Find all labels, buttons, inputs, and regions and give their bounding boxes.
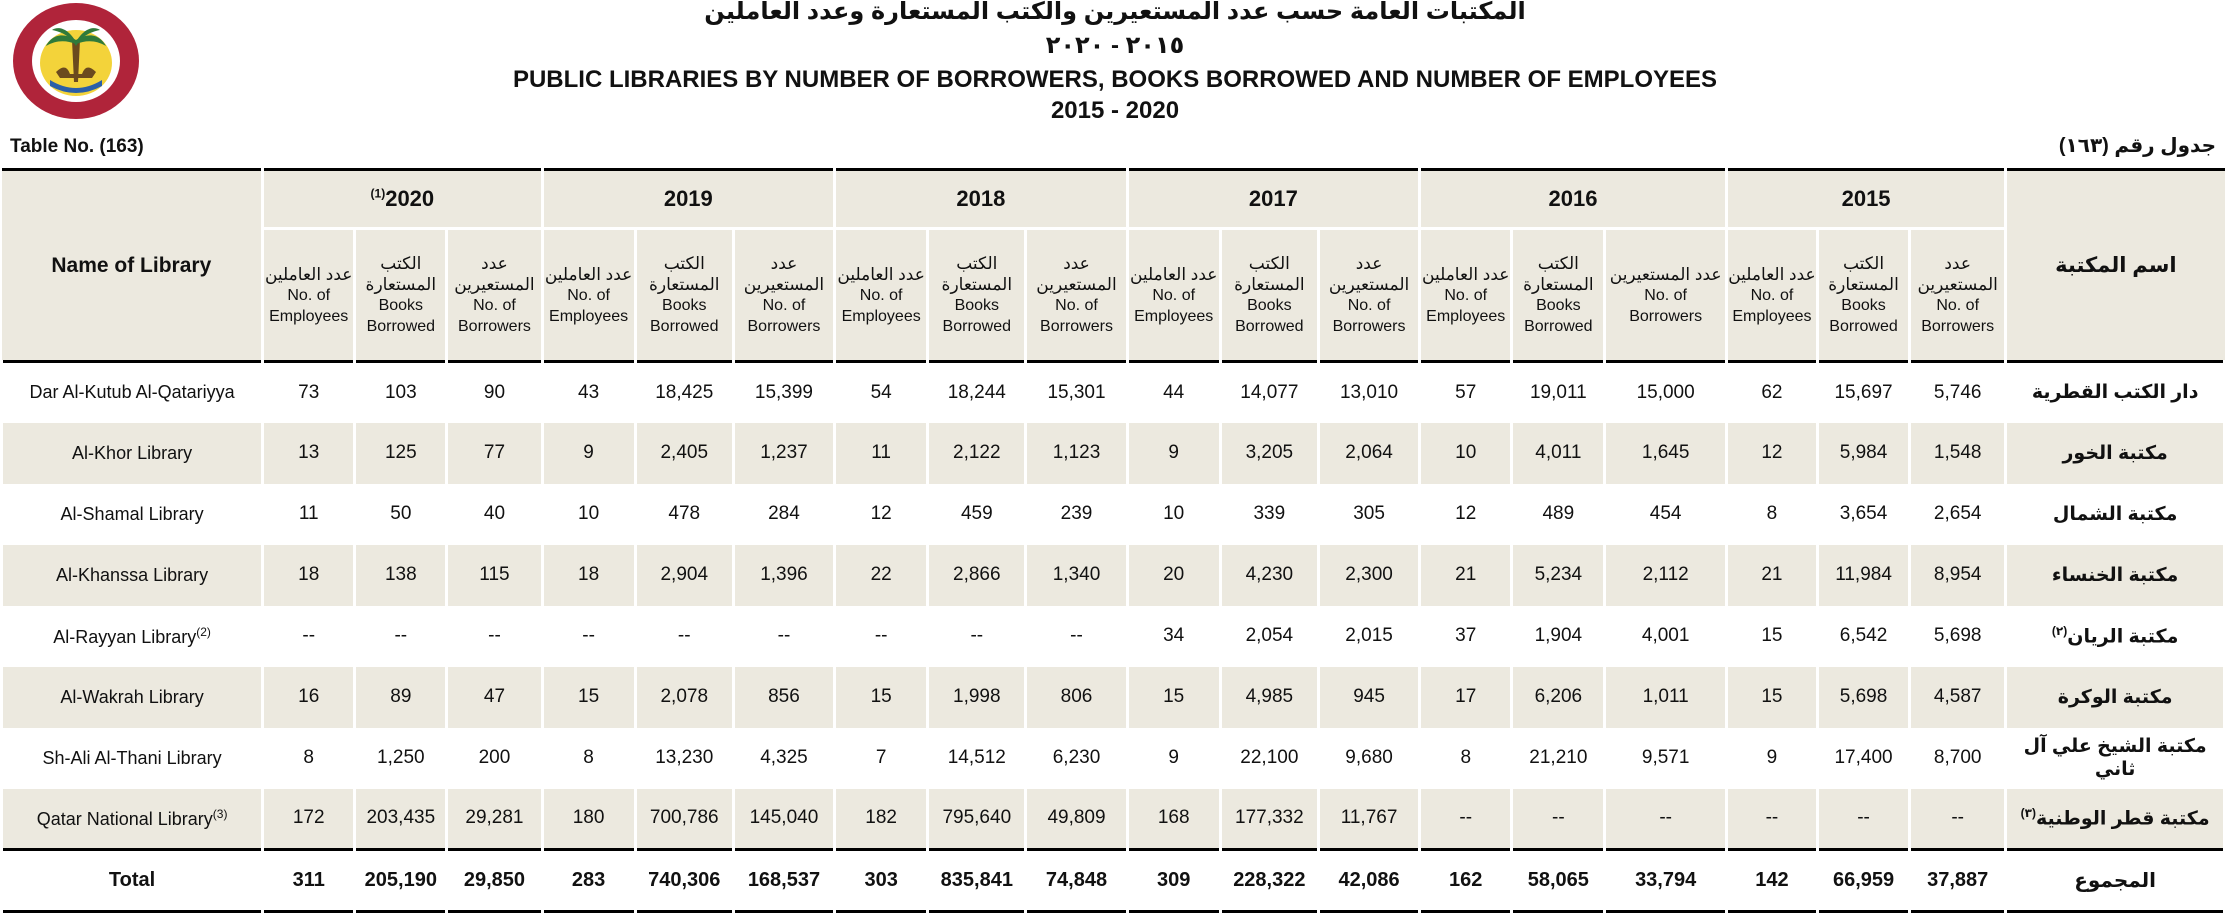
value-cell: 15,000 <box>1605 362 1726 423</box>
value-cell: 172 <box>263 789 355 850</box>
value-cell: 1,548 <box>1910 423 2006 484</box>
value-cell: -- <box>263 606 355 667</box>
value-cell: 43 <box>542 362 635 423</box>
value-cell: 2,300 <box>1318 545 1419 606</box>
value-cell: 14,512 <box>928 728 1026 789</box>
value-cell: 1,237 <box>733 423 834 484</box>
value-cell: 945 <box>1318 667 1419 728</box>
value-cell: 16 <box>263 667 355 728</box>
value-cell: 180 <box>542 789 635 850</box>
value-cell: 454 <box>1605 484 1726 545</box>
subcol-header: عدد العاملين No. of Employees <box>1127 229 1220 362</box>
value-cell: 1,396 <box>733 545 834 606</box>
value-cell: 6,542 <box>1817 606 1909 667</box>
library-name-english: Al-Shamal Library <box>2 484 263 545</box>
value-cell: 700,786 <box>635 789 733 850</box>
value-cell: 168 <box>1127 789 1220 850</box>
table-row <box>2 667 2225 728</box>
value-cell: 58,065 <box>1512 850 1605 912</box>
value-cell: 21,210 <box>1512 728 1605 789</box>
subcol-header: عدد المستعيرين No. of Borrowers <box>1605 229 1726 362</box>
value-cell: 15,399 <box>733 362 834 423</box>
value-cell: 1,340 <box>1026 545 1127 606</box>
value-cell: 283 <box>542 850 635 912</box>
value-cell: 66,959 <box>1817 850 1909 912</box>
value-cell: 2,122 <box>928 423 1026 484</box>
subcol-header: عدد المستعيرين No. of Borrowers <box>1318 229 1419 362</box>
value-cell: 77 <box>447 423 542 484</box>
value-cell: -- <box>1512 789 1605 850</box>
value-cell: 6,230 <box>1026 728 1127 789</box>
library-name-arabic: مكتبة الشيخ علي آل ثاني <box>2006 728 2225 789</box>
value-cell: 21 <box>1420 545 1512 606</box>
value-cell: -- <box>1026 606 1127 667</box>
value-cell: 9 <box>1127 728 1220 789</box>
value-cell: 22,100 <box>1220 728 1318 789</box>
subcol-header: عدد المستعيرين No. of Borrowers <box>1910 229 2006 362</box>
value-cell: 239 <box>1026 484 1127 545</box>
library-name-arabic: مكتبة الوكرة <box>2006 667 2225 728</box>
value-cell: 13,010 <box>1318 362 1419 423</box>
value-cell: 4,985 <box>1220 667 1318 728</box>
value-cell: 2,904 <box>635 545 733 606</box>
value-cell: 54 <box>835 362 928 423</box>
value-cell: -- <box>1726 789 1817 850</box>
value-cell: 49,809 <box>1026 789 1127 850</box>
library-name-arabic: مكتبة الخور <box>2006 423 2225 484</box>
value-cell: 162 <box>1420 850 1512 912</box>
value-cell: 15 <box>1726 667 1817 728</box>
library-name-english: Al-Wakrah Library <box>2 667 263 728</box>
library-name-arabic: مكتبة الشمال <box>2006 484 2225 545</box>
value-cell: 73 <box>263 362 355 423</box>
value-cell: 856 <box>733 667 834 728</box>
value-cell: 10 <box>1420 423 1512 484</box>
value-cell: 8 <box>1726 484 1817 545</box>
value-cell: 303 <box>835 850 928 912</box>
value-cell: 311 <box>263 850 355 912</box>
value-cell: 1,123 <box>1026 423 1127 484</box>
value-cell: 18,425 <box>635 362 733 423</box>
value-cell: 20 <box>1127 545 1220 606</box>
table-row <box>2 423 2225 484</box>
value-cell: 2,015 <box>1318 606 1419 667</box>
year-header-2016: 2016 <box>1420 170 1727 229</box>
name-header-arabic: اسم المكتبة <box>2006 170 2225 362</box>
library-name-arabic: مكتبة الريان$^{(٢)}$ <box>2006 606 2225 667</box>
value-cell: 9,680 <box>1318 728 1419 789</box>
value-cell: 10 <box>1127 484 1220 545</box>
year-header-2018: 2018 <box>835 170 1128 229</box>
value-cell: 3,205 <box>1220 423 1318 484</box>
value-cell: 21 <box>1726 545 1817 606</box>
value-cell: 15 <box>835 667 928 728</box>
value-cell: 8,700 <box>1910 728 2006 789</box>
value-cell: 2,064 <box>1318 423 1419 484</box>
value-cell: 15,697 <box>1817 362 1909 423</box>
year-header-2015: 2015 <box>1726 170 2005 229</box>
value-cell: 1,645 <box>1605 423 1726 484</box>
value-cell: 168,537 <box>733 850 834 912</box>
value-cell: 9 <box>542 423 635 484</box>
total-row <box>2 850 2225 912</box>
value-cell: 7 <box>835 728 928 789</box>
value-cell: 19,011 <box>1512 362 1605 423</box>
value-cell: 103 <box>355 362 447 423</box>
value-cell: 125 <box>355 423 447 484</box>
table-number-english: Table No. (163) <box>10 136 144 157</box>
value-cell: 835,841 <box>928 850 1026 912</box>
value-cell: 138 <box>355 545 447 606</box>
value-cell: 29,850 <box>447 850 542 912</box>
subcol-header: الكتب المستعارة Books Borrowed <box>635 229 733 362</box>
value-cell: 34 <box>1127 606 1220 667</box>
library-name-arabic: المجموع <box>2006 850 2225 912</box>
value-cell: 57 <box>1420 362 1512 423</box>
title-english: PUBLIC LIBRARIES BY NUMBER OF BORROWERS, BOOKS BORROWED AND NUMBER OF EMPLOYEES <box>512 66 1718 93</box>
value-cell: 2,866 <box>928 545 1026 606</box>
value-cell: 309 <box>1127 850 1220 912</box>
subcol-header: الكتب المستعارة Books Borrowed <box>1512 229 1605 362</box>
library-name-english: Total <box>2 850 263 912</box>
value-cell: 33,794 <box>1605 850 1726 912</box>
value-cell: 4,230 <box>1220 545 1318 606</box>
value-cell: 5,746 <box>1910 362 2006 423</box>
value-cell: 4,587 <box>1910 667 2006 728</box>
value-cell: 9,571 <box>1605 728 1726 789</box>
value-cell: 4,325 <box>733 728 834 789</box>
value-cell: 142 <box>1726 850 1817 912</box>
title-years-english: 2015 - 2020 <box>1050 97 1180 124</box>
value-cell: 18 <box>263 545 355 606</box>
value-cell: 18,244 <box>928 362 1026 423</box>
year-header-2019: 2019 <box>542 170 835 229</box>
value-cell: 228,322 <box>1220 850 1318 912</box>
value-cell: 22 <box>835 545 928 606</box>
value-cell: 29,281 <box>447 789 542 850</box>
value-cell: 1,998 <box>928 667 1026 728</box>
value-cell: 2,654 <box>1910 484 2006 545</box>
value-cell: 47 <box>447 667 542 728</box>
subcol-header: الكتب المستعارة Books Borrowed <box>1220 229 1318 362</box>
value-cell: 8,954 <box>1910 545 2006 606</box>
value-cell: 90 <box>447 362 542 423</box>
value-cell: 2,112 <box>1605 545 1726 606</box>
value-cell: 2,078 <box>635 667 733 728</box>
subcol-header: الكتب المستعارة Books Borrowed <box>355 229 447 362</box>
value-cell: 740,306 <box>635 850 733 912</box>
subcol-header: الكتب المستعارة Books Borrowed <box>928 229 1026 362</box>
value-cell: 6,206 <box>1512 667 1605 728</box>
qatar-psa-emblem-icon <box>10 0 142 122</box>
value-cell: 5,984 <box>1817 423 1909 484</box>
value-cell: -- <box>542 606 635 667</box>
library-name-arabic: مكتبة قطر الوطنية$^{(٣)}$ <box>2006 789 2225 850</box>
libraries-table <box>0 168 2226 913</box>
value-cell: 795,640 <box>928 789 1026 850</box>
value-cell: -- <box>1420 789 1512 850</box>
value-cell: -- <box>733 606 834 667</box>
value-cell: 11 <box>835 423 928 484</box>
value-cell: 44 <box>1127 362 1220 423</box>
subcol-header: عدد العاملين No. of Employees <box>1726 229 1817 362</box>
value-cell: 1,250 <box>355 728 447 789</box>
value-cell: 8 <box>1420 728 1512 789</box>
value-cell: -- <box>1605 789 1726 850</box>
value-cell: 1,904 <box>1512 606 1605 667</box>
library-name-english: Al-Rayyan Library$^{(2)}$ <box>2 606 263 667</box>
value-cell: 3,654 <box>1817 484 1909 545</box>
value-cell: 200 <box>447 728 542 789</box>
value-cell: 18 <box>542 545 635 606</box>
value-cell: 305 <box>1318 484 1419 545</box>
value-cell: -- <box>1910 789 2006 850</box>
value-cell: 11,767 <box>1318 789 1419 850</box>
value-cell: -- <box>355 606 447 667</box>
value-cell: 8 <box>542 728 635 789</box>
value-cell: 11,984 <box>1817 545 1909 606</box>
value-cell: 203,435 <box>355 789 447 850</box>
value-cell: 11 <box>263 484 355 545</box>
value-cell: 62 <box>1726 362 1817 423</box>
value-cell: -- <box>1817 789 1909 850</box>
table-number-arabic: جدول رقم (١٦٣) <box>2058 135 2216 157</box>
value-cell: 2,054 <box>1220 606 1318 667</box>
library-name-english: Al-Khor Library <box>2 423 263 484</box>
value-cell: 4,001 <box>1605 606 1726 667</box>
value-cell: 284 <box>733 484 834 545</box>
value-cell: -- <box>635 606 733 667</box>
subcol-header: عدد المستعيرين No. of Borrowers <box>733 229 834 362</box>
value-cell: 489 <box>1512 484 1605 545</box>
table-row <box>2 545 2225 606</box>
value-cell: 13,230 <box>635 728 733 789</box>
library-name-arabic: مكتبة الخنساء <box>2006 545 2225 606</box>
table-row <box>2 789 2225 850</box>
value-cell: 478 <box>635 484 733 545</box>
value-cell: 9 <box>1127 423 1220 484</box>
table-row <box>2 484 2225 545</box>
year-header-2020: $^{(1)}$2020 <box>263 170 542 229</box>
value-cell: 50 <box>355 484 447 545</box>
value-cell: 5,698 <box>1817 667 1909 728</box>
value-cell: 12 <box>835 484 928 545</box>
value-cell: 2,405 <box>635 423 733 484</box>
value-cell: 15 <box>542 667 635 728</box>
value-cell: 10 <box>542 484 635 545</box>
value-cell: 17,400 <box>1817 728 1909 789</box>
value-cell: -- <box>928 606 1026 667</box>
title-years-arabic: ٢٠١٥ - ٢٠٢٠ <box>1045 32 1185 59</box>
value-cell: 15 <box>1726 606 1817 667</box>
table-row <box>2 362 2225 423</box>
value-cell: 42,086 <box>1318 850 1419 912</box>
value-cell: 89 <box>355 667 447 728</box>
value-cell: 5,234 <box>1512 545 1605 606</box>
subcol-header: عدد العاملين No. of Employees <box>1420 229 1512 362</box>
subcol-header: الكتب المستعارة Books Borrowed <box>1817 229 1909 362</box>
value-cell: 806 <box>1026 667 1127 728</box>
value-cell: 4,011 <box>1512 423 1605 484</box>
name-header-english: Name of Library <box>2 170 263 362</box>
library-name-arabic: دار الكتب القطرية <box>2006 362 2225 423</box>
value-cell: 8 <box>263 728 355 789</box>
value-cell: 5,698 <box>1910 606 2006 667</box>
subcol-header: عدد العاملين No. of Employees <box>835 229 928 362</box>
value-cell: 12 <box>1726 423 1817 484</box>
value-cell: 17 <box>1420 667 1512 728</box>
value-cell: 115 <box>447 545 542 606</box>
value-cell: 13 <box>263 423 355 484</box>
library-name-english: Dar Al-Kutub Al-Qatariyya <box>2 362 263 423</box>
library-name-english: Qatar National Library$^{(3)}$ <box>2 789 263 850</box>
value-cell: 74,848 <box>1026 850 1127 912</box>
subcol-header: عدد العاملين No. of Employees <box>263 229 355 362</box>
value-cell: 339 <box>1220 484 1318 545</box>
value-cell: 14,077 <box>1220 362 1318 423</box>
value-cell: 37,887 <box>1910 850 2006 912</box>
title-arabic: المكتبات العامة حسب عدد المستعيرين والكتب المستعارة وعدد العاملين <box>704 0 1526 25</box>
value-cell: 145,040 <box>733 789 834 850</box>
subcol-header: عدد المستعيرين No. of Borrowers <box>447 229 542 362</box>
library-name-english: Al-Khanssa Library <box>2 545 263 606</box>
library-name-english: Sh-Ali Al-Thani Library <box>2 728 263 789</box>
value-cell: 40 <box>447 484 542 545</box>
value-cell: 9 <box>1726 728 1817 789</box>
value-cell: 459 <box>928 484 1026 545</box>
value-cell: 15 <box>1127 667 1220 728</box>
value-cell: -- <box>447 606 542 667</box>
value-cell: 15,301 <box>1026 362 1127 423</box>
value-cell: 12 <box>1420 484 1512 545</box>
subcol-header: عدد العاملين No. of Employees <box>542 229 635 362</box>
value-cell: 182 <box>835 789 928 850</box>
subcol-header: عدد المستعيرين No. of Borrowers <box>1026 229 1127 362</box>
value-cell: 37 <box>1420 606 1512 667</box>
year-header-2017: 2017 <box>1127 170 1420 229</box>
value-cell: 1,011 <box>1605 667 1726 728</box>
table-row <box>2 728 2225 789</box>
value-cell: -- <box>835 606 928 667</box>
value-cell: 205,190 <box>355 850 447 912</box>
value-cell: 177,332 <box>1220 789 1318 850</box>
table-row <box>2 606 2225 667</box>
